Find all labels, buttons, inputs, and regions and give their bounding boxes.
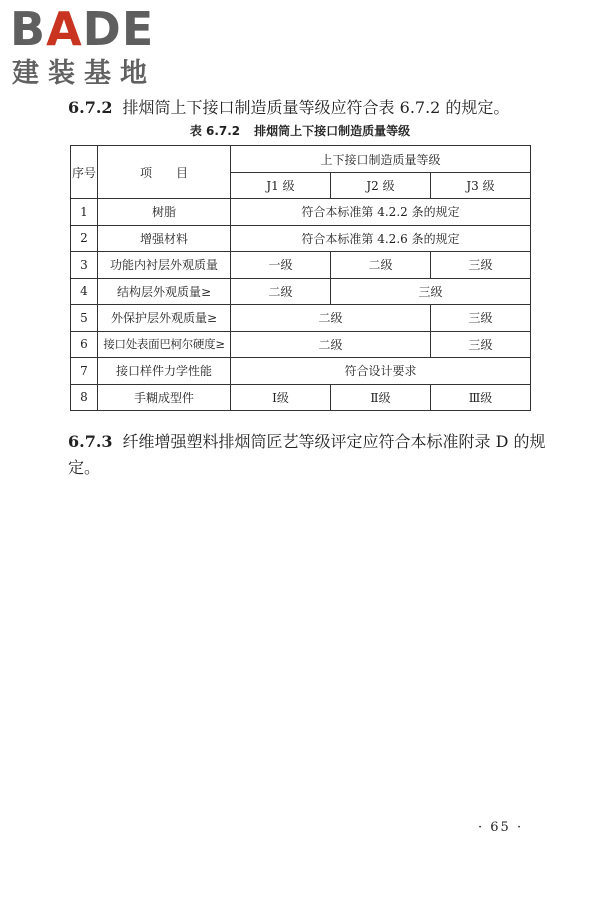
row-item: 结构层外观质量≥: [98, 278, 231, 305]
table-row: [71, 358, 531, 385]
row-requirement: 符合本标准第 4.2.2 条的规定: [231, 199, 531, 226]
row-item: 增强材料: [98, 225, 231, 252]
row-j2-grade: 二级: [331, 252, 431, 279]
table-row: [71, 199, 531, 226]
table-row: [71, 305, 531, 332]
row-j3-grade: 三级: [431, 252, 531, 279]
row-item: 外保护层外观质量≥: [98, 305, 231, 332]
header-j2: J2 级: [331, 173, 431, 199]
row-number: 4: [71, 278, 98, 305]
table-caption: [0, 122, 600, 140]
row-item: 接口处表面巴柯尔硬度≥: [98, 331, 231, 358]
header-j3: J3 级: [431, 173, 531, 199]
row-requirement: 符合本标准第 4.2.6 条的规定: [231, 225, 531, 252]
table-number: 表 6.7.2: [189, 124, 241, 138]
page-number: · 65 ·: [478, 820, 524, 835]
clause-6-7-3: [68, 429, 550, 481]
logo-subtitle: 建装基地: [12, 58, 156, 89]
table-header-row: [71, 146, 531, 173]
header-grade-group: 上下接口制造质量等级: [231, 146, 531, 173]
row-j1-j2-grade: 二级: [231, 331, 431, 358]
clause-text: 排烟筒上下接口制造质量等级应符合表 6.7.2 的规定。: [122, 98, 510, 117]
clause-number: 6.7.2: [68, 98, 113, 117]
row-j1-grade: 一级: [231, 252, 331, 279]
table-row: [71, 331, 531, 358]
table-row: [71, 278, 531, 305]
row-j3-grade: 三级: [431, 305, 531, 332]
row-number: 2: [71, 225, 98, 252]
table-row: [71, 384, 531, 411]
row-item: 接口样件力学性能: [98, 358, 231, 385]
row-j1-j2-grade: 二级: [231, 305, 431, 332]
table-row: [71, 225, 531, 252]
row-item: 树脂: [98, 199, 231, 226]
clause-number: 6.7.3: [68, 432, 113, 451]
logo-letter-a: A: [46, 2, 83, 56]
bade-logo: [10, 4, 180, 94]
table-row: [71, 252, 531, 279]
header-item: 项 目: [98, 146, 231, 199]
logo-letters-de: DE: [82, 2, 155, 56]
row-number: 1: [71, 199, 98, 226]
row-j2-grade: Ⅱ级: [331, 384, 431, 411]
clause-6-7-2: [68, 96, 548, 120]
table-title: 排烟筒上下接口制造质量等级: [254, 124, 411, 138]
row-number: 8: [71, 384, 98, 411]
quality-grade-table: [70, 145, 531, 411]
header-serial: 序号: [71, 146, 98, 199]
row-j1-grade: 二级: [231, 278, 331, 305]
row-j3-grade: Ⅲ级: [431, 384, 531, 411]
row-item: 功能内衬层外观质量: [98, 252, 231, 279]
row-number: 5: [71, 305, 98, 332]
header-j1: J1 级: [231, 173, 331, 199]
row-number: 3: [71, 252, 98, 279]
row-item: 手糊成型件: [98, 384, 231, 411]
logo-letter-b: B: [10, 2, 47, 56]
row-requirement: 符合设计要求: [231, 358, 531, 385]
row-j3-grade: 三级: [431, 331, 531, 358]
logo-wordmark: [10, 4, 154, 54]
row-number: 6: [71, 331, 98, 358]
row-j2-j3-grade: 三级: [331, 278, 531, 305]
clause-text: 纤维增强塑料排烟筒匠艺等级评定应符合本标准附录 D 的规定。: [68, 432, 546, 477]
row-number: 7: [71, 358, 98, 385]
row-j1-grade: Ⅰ级: [231, 384, 331, 411]
